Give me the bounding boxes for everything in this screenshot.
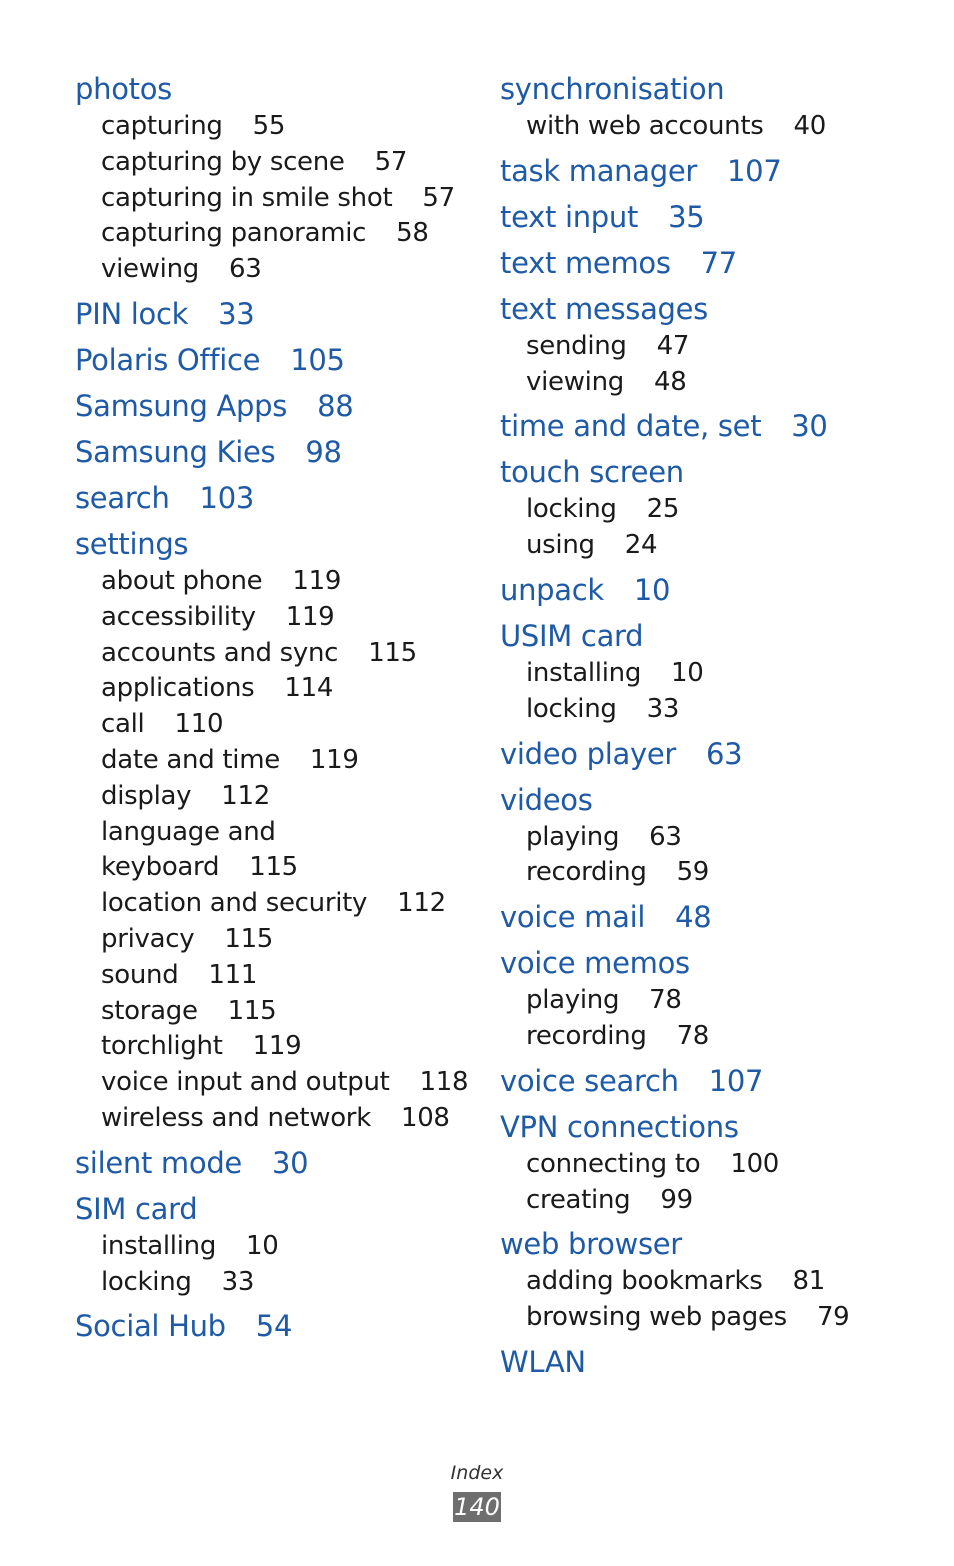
index-subentries [75,564,475,1137]
index-subentry-label: sound [101,959,179,990]
index-term-page: 54 [255,1309,293,1344]
index-term-label: settings [75,526,189,561]
index-entry [500,944,900,1055]
index-subentry-label: applications [101,673,255,704]
index-term-label: unpack [500,572,604,607]
index-subentry-page: 81 [792,1266,826,1297]
index-entry [500,453,900,564]
index-term [75,525,475,564]
index-term-label: text input [500,199,639,234]
index-term-page: 98 [305,434,342,469]
index-subentries [500,329,900,401]
index-subentry-label: viewing [101,254,199,285]
index-term-page: 33 [218,296,255,331]
index-term-label: touch screen [500,455,684,490]
index-subentry-label: recording [526,857,647,888]
index-subentry [526,1019,900,1055]
index-term [500,571,900,610]
index-term [500,152,900,191]
index-term [500,407,900,446]
index-subentry-label: installing [101,1230,217,1261]
index-subentry-page: 119 [285,601,335,632]
index-subentry-page: 55 [252,111,286,141]
index-subentry-page: 79 [816,1302,850,1333]
index-subentry-page: 58 [396,218,429,249]
index-term-page: 30 [791,409,828,444]
index-subentry-page: 33 [646,693,680,724]
index-term [75,295,475,334]
index-column-left [75,70,475,1353]
index-subentry-label: language and [101,816,276,847]
index-term-label: SIM card [75,1191,198,1226]
index-subentries [500,1147,900,1219]
index-subentry-label: with web accounts [526,111,764,141]
index-term [500,617,900,656]
index-subentry-label: viewing [526,366,624,397]
index-subentry-label: installing [526,657,642,688]
index-term [75,1307,475,1346]
index-subentry-label: playing [526,821,620,852]
index-entry [500,70,900,145]
index-subentry-label: sending [526,330,627,361]
index-subentry-label: accessibility [101,601,256,632]
index-subentry-page: 115 [249,852,298,883]
index-term-label: search [75,480,170,515]
index-term [75,433,475,472]
index-term-page: 63 [706,736,743,771]
index-subentry-page: 110 [174,709,224,740]
index-term-label: voice mail [500,900,646,935]
index-entry [500,781,900,892]
index-subentry [101,1101,475,1137]
index-subentry-page: 115 [368,637,417,668]
index-term-page: 48 [675,900,712,935]
index-term [500,735,900,774]
index-subentry-label: playing [526,985,620,1016]
index-subentry-page: 100 [730,1148,780,1179]
index-subentry-label: using [526,530,595,561]
index-term-label: silent mode [75,1145,242,1180]
index-subentry [101,958,475,994]
index-term-label: Polaris Office [75,342,261,377]
index-subentry [101,922,475,958]
index-subentry [101,743,475,779]
index-entry [500,617,900,728]
index-term [500,1062,900,1101]
index-subentry-label: capturing panoramic [101,218,367,249]
index-subentries [500,983,900,1055]
index-term [500,781,900,820]
index-term-label: voice search [500,1063,679,1098]
index-subentry-page: 115 [224,923,274,954]
index-term [500,1225,900,1264]
index-subentry [526,1147,900,1183]
index-subentry [101,109,475,145]
index-subentry [101,850,475,886]
index-subentry-label: creating [526,1184,631,1215]
index-subentry-page: 40 [793,111,826,141]
index-term-label: WLAN [500,1344,586,1379]
index-subentry [101,564,475,600]
index-term-label: PIN lock [75,296,189,331]
index-entry [75,341,475,380]
index-subentry-label: about phone [101,565,263,596]
index-entry [75,479,475,518]
index-term-label: task manager [500,153,698,188]
index-subentry-page: 115 [227,995,277,1026]
index-term [75,387,475,426]
index-entry [75,1190,475,1301]
index-subentry-page: 10 [671,657,704,688]
index-subentry-page: 119 [292,565,342,596]
index-subentries [500,1264,900,1336]
index-term-page: 10 [633,572,671,607]
index-subentry-label: capturing [101,111,223,141]
index-term-page: 30 [271,1145,309,1180]
index-entry [500,152,900,191]
index-entry [75,1144,475,1183]
index-subentry-page: 59 [676,857,710,888]
index-subentry-label: capturing by scene [101,146,345,177]
index-subentry-page: 48 [653,366,687,397]
index-term [75,1190,475,1229]
index-subentries [500,656,900,728]
index-term [500,898,900,937]
index-subentry [526,1183,900,1219]
index-term-page: 105 [290,342,345,377]
index-subentry [101,145,475,181]
index-term-label: text messages [500,291,708,326]
index-subentry-label: locking [526,693,617,724]
index-term-page: 88 [317,388,354,423]
index-term [75,1144,475,1183]
index-entry [500,244,900,283]
index-subentry [101,600,475,636]
index-term [500,244,900,283]
index-subentry [101,815,475,851]
index-subentry-page: 119 [252,1031,302,1062]
index-subentry [101,636,475,672]
index-subentry [101,779,475,815]
index-term [500,290,900,329]
index-subentry-page: 57 [374,146,408,177]
index-subentry [101,1229,475,1265]
index-term [500,453,900,492]
index-entry [75,1307,475,1346]
index-subentry [101,994,475,1030]
index-subentry [101,671,475,707]
index-subentry-page: 118 [419,1067,469,1098]
index-subentry-page: 63 [649,821,682,852]
index-term-label: video player [500,736,676,771]
index-subentry [101,1029,475,1065]
index-term [500,1343,900,1382]
index-subentry [526,983,900,1019]
index-entry [500,1343,900,1382]
index-entry [500,1225,900,1336]
index-subentry [526,820,900,856]
section-label: Index [450,1462,504,1484]
index-subentry [101,252,475,288]
index-term [500,70,900,109]
index-entry [75,295,475,334]
index-term [500,1108,900,1147]
index-subentry [526,656,900,692]
index-subentry-page: 78 [649,985,682,1016]
index-entry [75,433,475,472]
index-term [500,944,900,983]
index-term [75,70,475,109]
index-term-label: Samsung Kies [75,434,276,469]
index-term-label: Social Hub [75,1309,226,1344]
index-subentry-page: 24 [624,530,658,561]
index-subentry [101,216,475,252]
index-subentry [526,109,900,145]
index-subentries [500,820,900,892]
index-term-label: web browser [500,1227,682,1262]
index-subentry-page: 33 [221,1266,255,1297]
index-subentry-label: recording [526,1020,647,1051]
index-subentry [101,707,475,743]
index-subentry-page: 63 [228,254,262,285]
index-subentry-page: 99 [660,1184,693,1215]
index-entry [500,898,900,937]
index-term-label: time and date, set [500,409,762,444]
index-entry [500,407,900,446]
index-subentry-label: call [101,709,145,740]
index-subentry-page: 57 [422,182,455,213]
index-subentry-page: 112 [397,888,446,919]
index-subentry [101,181,475,217]
index-subentries [500,109,900,145]
index-subentry-page: 10 [246,1230,279,1261]
index-subentry-page: 25 [646,494,680,525]
index-subentry [526,528,900,564]
index-subentry-page: 119 [309,744,359,775]
index-subentry-label: torchlight [101,1031,223,1062]
index-entry [500,1108,900,1219]
index-subentry [526,855,900,891]
index-term-label: photos [75,72,172,106]
index-subentry [526,492,900,528]
index-term [500,198,900,237]
index-subentry-label: locking [101,1266,192,1297]
index-subentry [101,1265,475,1301]
index-subentries [500,492,900,564]
page-number-badge: 140 [454,1493,500,1521]
index-subentry-label: capturing in smile shot [101,182,393,213]
index-entry [75,70,475,288]
index-entry [500,735,900,774]
index-term [75,341,475,380]
index-subentry-label: locking [526,494,617,525]
index-entry [75,387,475,426]
index-subentry [526,692,900,728]
index-subentry-label: voice input and output [101,1067,390,1098]
index-subentry-label: privacy [101,923,195,954]
index-term-label: Samsung Apps [75,388,288,423]
index-subentry-label: date and time [101,744,280,775]
index-subentry [526,1264,900,1300]
index-subentries [75,1229,475,1301]
index-subentry-label: location and security [101,888,368,919]
index-subentry-label: adding bookmarks [526,1266,763,1297]
index-term-page: 77 [700,245,737,280]
index-term-label: text memos [500,245,671,280]
index-subentry-page: 78 [676,1020,710,1051]
index-subentry [526,365,900,401]
index-subentry-label: keyboard [101,852,220,883]
index-subentry-label: wireless and network [101,1102,371,1133]
index-term [75,479,475,518]
index-subentry-label: display [101,780,192,811]
index-term-label: USIM card [500,618,644,653]
index-subentry-page: 108 [400,1102,450,1133]
index-subentry-page: 112 [221,780,270,811]
index-subentries [75,109,475,288]
index-term-page: 107 [708,1063,764,1098]
index-term-page: 107 [727,153,782,188]
index-entry [500,1062,900,1101]
index-term-page: 103 [199,480,254,515]
index-subentry-label: accounts and sync [101,637,339,668]
index-term-label: synchronisation [500,72,725,106]
index-term-label: videos [500,782,593,817]
index-subentry [101,1065,475,1101]
index-subentry-label: browsing web pages [526,1302,787,1333]
index-subentry [526,329,900,365]
index-subentry-page: 114 [284,673,334,704]
index-subentry [526,1300,900,1336]
index-subentry-label: storage [101,995,198,1026]
index-entry [500,198,900,237]
index-term-label: VPN connections [500,1109,739,1144]
index-subentry-page: 47 [656,330,690,361]
index-column-right [500,70,900,1389]
index-term-label: voice memos [500,946,690,981]
index-subentry-page: 111 [208,959,258,990]
index-entry [500,290,900,401]
index-term-page: 35 [668,199,705,234]
index-entry [500,571,900,610]
index-entry [75,525,475,1137]
index-subentry-label: connecting to [526,1148,701,1179]
index-subentry [101,886,475,922]
